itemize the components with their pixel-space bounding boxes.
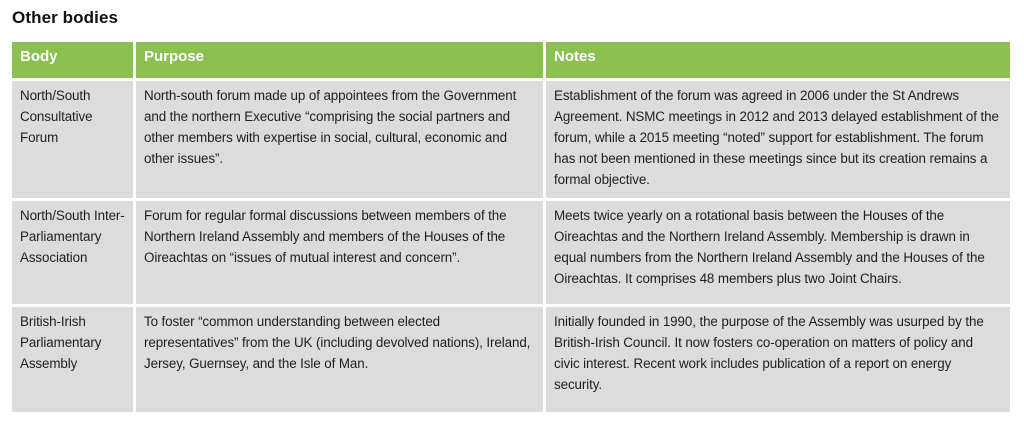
body-cell: North/South Inter-Parliamentary Association <box>12 201 136 307</box>
column-header-body: Body <box>12 42 136 81</box>
column-header-notes: Notes <box>546 42 1010 81</box>
purpose-cell: Forum for regular formal discussions between members of the Northern Ireland Assembly and members of the Houses of the Oireachtas on “issues of mutual interest and concern”. <box>136 201 546 307</box>
table-row <box>12 201 1010 307</box>
page-title: Other bodies <box>12 8 119 27</box>
table-header-row <box>12 42 1010 81</box>
other-bodies-table <box>12 42 1010 415</box>
notes-cell: Establishment of the forum was agreed in 2006 under the St Andrews Agreement. NSMC meetings in 2012 and 2013 delayed establishment of the forum, while a 2015 meeting “noted” support for establishment. The forum has not been mentioned in these meetings since but its creation remains a formal objective. <box>546 81 1010 201</box>
column-header-purpose: Purpose <box>136 42 546 81</box>
table-row <box>12 81 1010 201</box>
table-row <box>12 307 1010 415</box>
purpose-cell: To foster “common understanding between elected representatives” from the UK (including devolved nations), Ireland, Jersey, Guernsey, and the Isle of Man. <box>136 307 546 415</box>
notes-cell: Meets twice yearly on a rotational basis between the Houses of the Oireachtas and the Northern Ireland Assembly. Membership is drawn in equal numbers from the Northern Ireland Assembly and the Houses of the Oireachtas. It comprises 48 members plus two Joint Chairs. <box>546 201 1010 307</box>
purpose-cell: North-south forum made up of appointees from the Government and the northern Executive “comprising the social partners and other members with expertise in social, cultural, economic and other issues”. <box>136 81 546 201</box>
body-cell: North/South Consultative Forum <box>12 81 136 201</box>
body-cell: British-Irish Parliamentary Assembly <box>12 307 136 415</box>
notes-cell: Initially founded in 1990, the purpose of the Assembly was usurped by the British-Irish Council. It now fosters co-operation on matters of policy and civic interest. Recent work includes publication of a report on energy security. <box>546 307 1010 415</box>
